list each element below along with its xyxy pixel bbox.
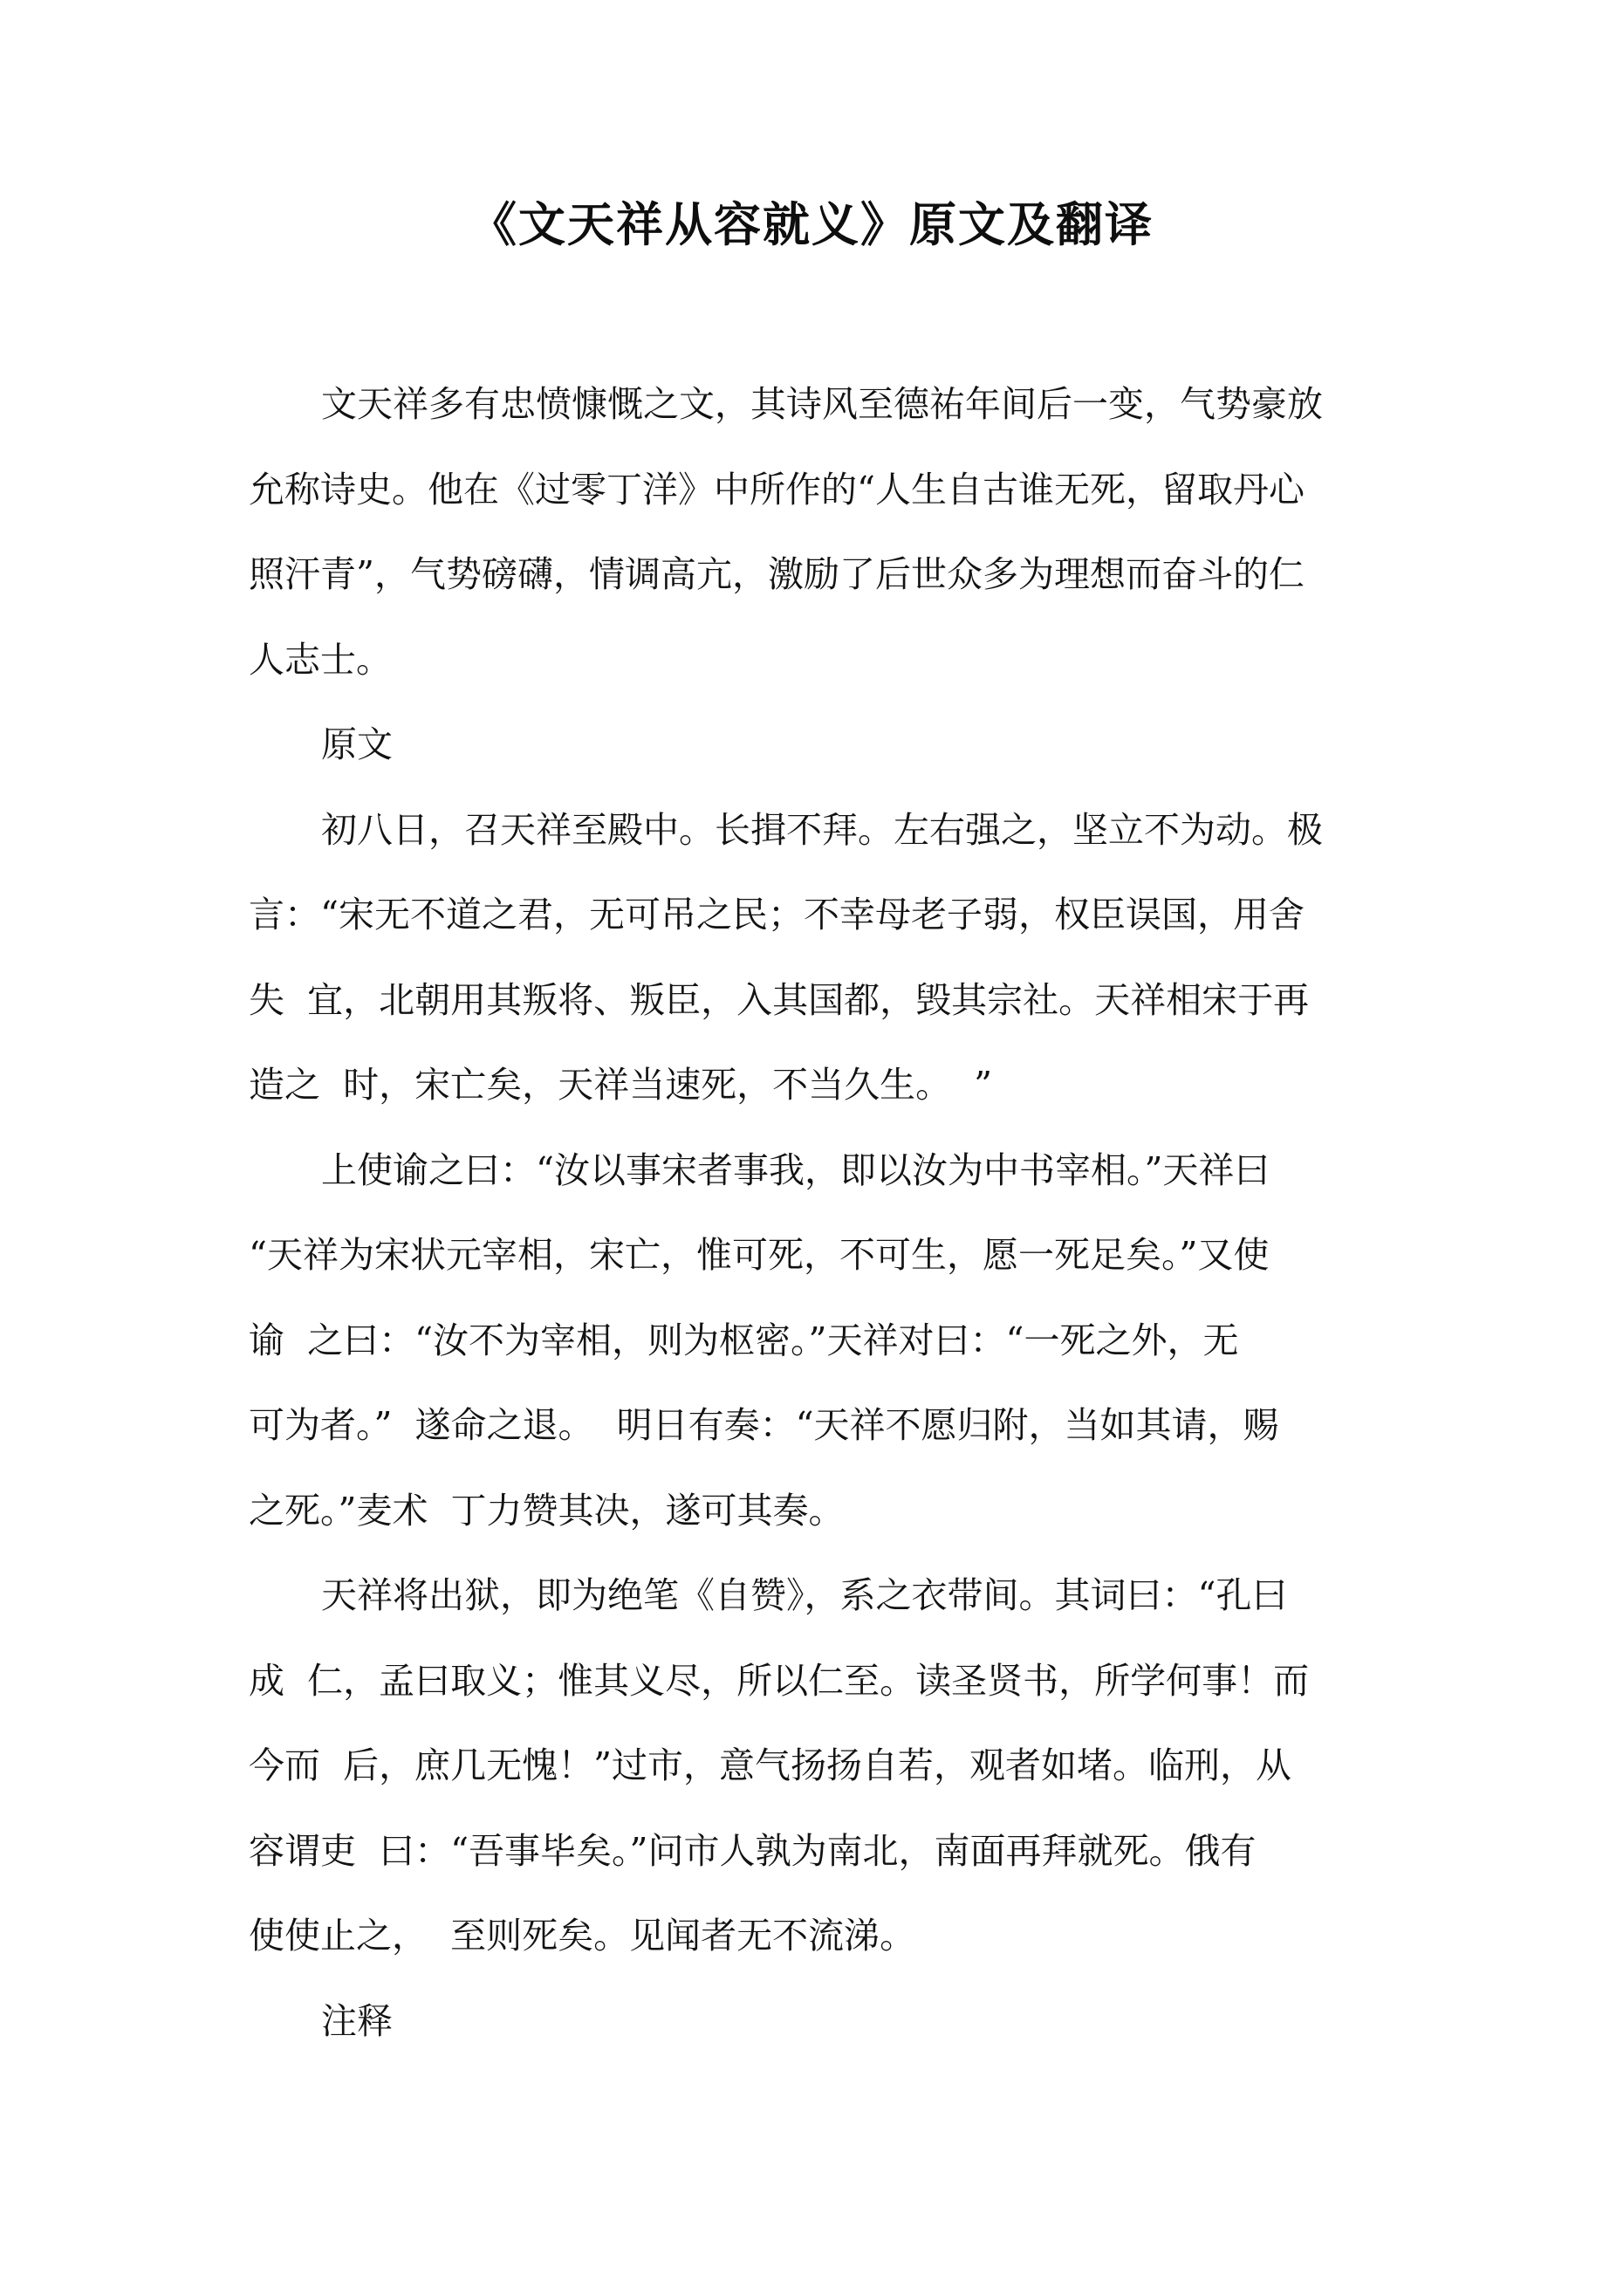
original-line-6: “天祥为宋状元宰相，宋亡，惟可死，不可生，愿一死足矣。”又使 — [249, 1234, 1270, 1276]
original-line-2: 言：“宋无不道之君，无可吊之民；不幸母老子弱，权臣误国，用舍 — [249, 894, 1305, 936]
intro-line-4: 人志士。 — [249, 639, 392, 681]
original-line-7: 谕 之曰：“汝不为宰相，则为枢密。”天祥对曰：“一死之外，无 — [249, 1319, 1239, 1361]
original-line-3: 失 宜，北朝用其叛将、叛臣，入其国都，毁其宗社。天祥相宋于再 — [249, 979, 1310, 1021]
intro-line-1: 文天祥多有忠愤慷慨之文，其诗风至德祐年间后一变，气势豪放 — [321, 383, 1323, 425]
original-line-1: 初八日，召天祥至殿中。长揖不拜。左右强之，坚立不为动。极 — [321, 809, 1323, 851]
original-line-9: 之死。”麦术 丁力赞其决，遂可其奏。 — [249, 1490, 845, 1532]
original-line-14: 使使止之， 至则死矣。见闻者无不流涕。 — [249, 1915, 916, 1957]
intro-line-3: 照汗青”，气势磅礴，情调高亢，激励了后世众多为理想而奋斗的仁 — [249, 553, 1305, 595]
document-title: 《文天祥从容就义》原文及翻译 — [469, 197, 1154, 252]
original-line-4: 造之 时，宋亡矣，天祥当速死，不当久生。 ” — [249, 1064, 993, 1106]
section-heading-notes: 注释 — [321, 2000, 393, 2042]
original-line-10: 天祥将出狱，即为绝笔《自赞》，系之衣带间。其词曰：“孔曰 — [321, 1574, 1288, 1616]
section-heading-original: 原文 — [321, 723, 393, 765]
original-line-8: 可为者。” 遂命之退。 明日有奏：“天祥不愿归附，当如其请，赐 — [249, 1404, 1279, 1446]
intro-line-2: 允称诗史。他在《过零丁洋》中所作的“人生自古谁无死，留取丹心 — [249, 469, 1305, 511]
original-line-13: 容谓吏 曰：“吾事毕矣。”问市人孰为南北，南面再拜就死。俄有 — [249, 1830, 1257, 1872]
original-line-12: 今而 后，庶几无愧！”过市，意气扬扬自若，观者如堵。临刑，从 — [249, 1744, 1292, 1786]
original-line-5: 上使谕之曰：“汝以事宋者事我，即以汝为中书宰相。”天祥曰 — [321, 1149, 1270, 1191]
original-line-11: 成 仁，孟曰取义；惟其义尽，所以仁至。读圣贤书，所学何事！而 — [249, 1660, 1310, 1702]
